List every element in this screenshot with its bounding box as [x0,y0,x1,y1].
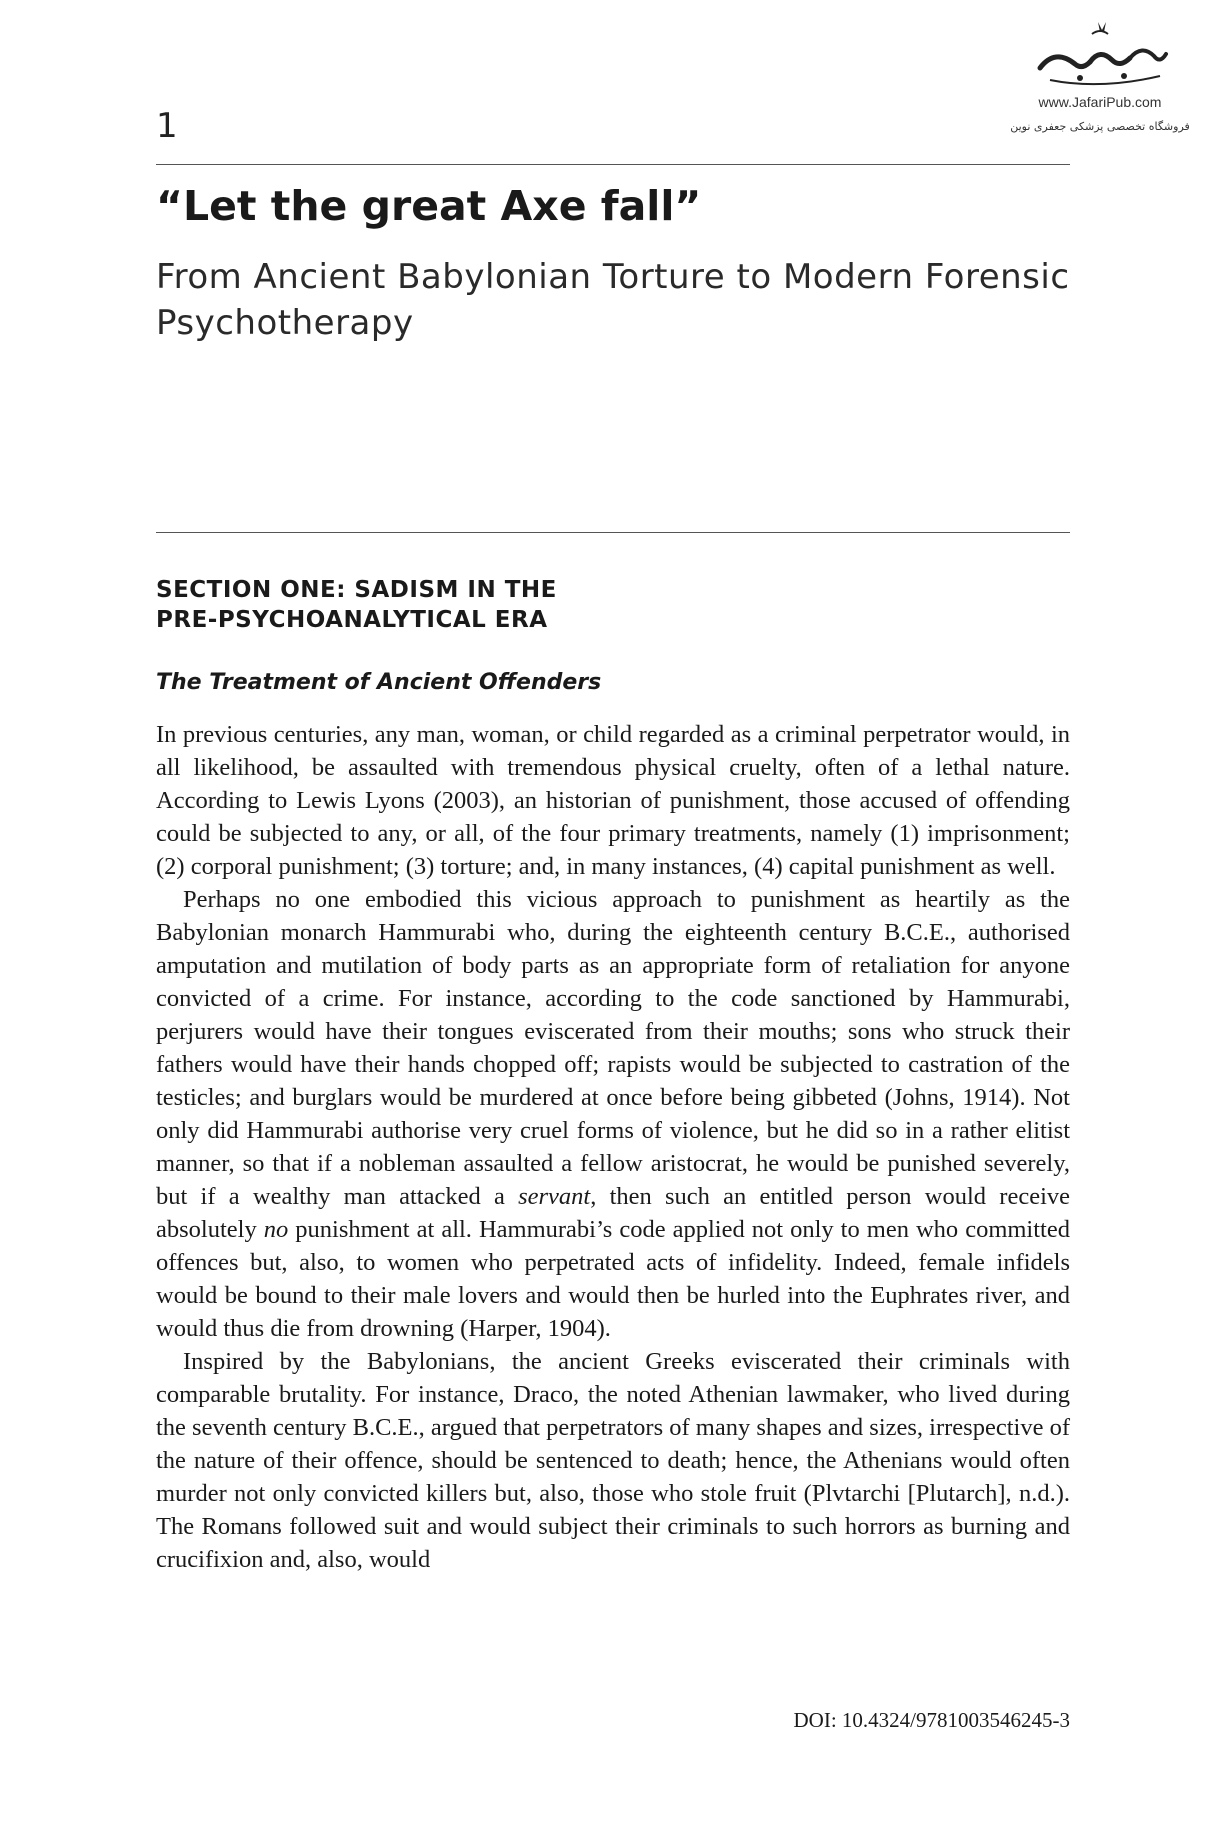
subsection-heading: The Treatment of Ancient Offenders [156,670,602,695]
paragraph-3: Inspired by the Babylonians, the ancient Greeks eviscerated their criminals with comparable brutality. For instance, Draco, the noted Athenian lawmaker, who lived during the seventh century B.C.E., argued that perpetrators of many shapes and sizes, irrespective of the nature of their offence, should be sentenced to death; hence, the Athenians would often murder not only convicted killers but, also, those who stole fruit (Plvtarchi [Plutarch], n.d.). The Romans followed suit and would subject their criminals to such horrors as burning and crucifixion and, also, would [156,1348,1070,1573]
paragraph-2 [156,883,1070,1345]
publisher-url: www.JafariPub.com [1038,94,1162,110]
section-heading-line-2: PRE-PSYCHOANALYTICAL ERA [156,607,548,633]
publisher-logo [1010,18,1190,143]
section-divider [156,532,1070,533]
body-text [156,718,1070,1576]
paragraph-2-part-b: , then such an entitled person would receive absolutely [156,1183,1070,1243]
paragraph-2-part-c: punishment at all. Hammurabi’s code applied not only to men who committed offences but, also, to women who perpetrated acts of infidelity. Indeed, female infidels would be bound to their male lovers and would then be hurled into the Euphrates river, and would thus die from drowning (Harper, 1904). [156,1216,1070,1342]
top-divider [156,164,1070,165]
calligraphic-logo-icon [1020,18,1180,92]
publisher-tagline: فروشگاه تخصصی پزشکی جعفری نوین [1010,120,1190,133]
emphasis-no: no [263,1216,289,1243]
paragraph-2-part-a: Perhaps no one embodied this vicious approach to punishment as heartily as the Babylonian monarch Hammurabi who, during the eighteenth century B.C.E., authorised amputation and mutilation of body parts as an appropriate form of retaliation for anyone convicted of a crime. For instance, according to the code sanctioned by Hammurabi, perjurers would have their tongues eviscerated from their mouths; sons who struck their fathers would have their hands chopped off; rapists would be subjected to castration of the testicles; and burglars would be murdered at once before being gibbeted (Johns, 1914). Not only did Hammurabi authorise very cruel forms of violence, but he did so in a rather elitist manner, so that if a nobleman assaulted a fellow aristocrat, he would be punished severely, but if a wealthy man attacked a [156,886,1070,1210]
section-heading [156,575,1070,635]
paragraph-1: In previous centuries, any man, woman, or child regarded as a criminal perpetrator would, in all likelihood, be assaulted with tremendous physical cruelty, often of a lethal nature. According to Lewis Lyons (2003), an historian of punishment, those accused of offending could be subjected to any, or all, of the four primary treatments, namely (1) imprisonment; (2) corporal punishment; (3) torture; and, in many instances, (4) capital punishment as well. [156,721,1070,880]
chapter-subtitle: From Ancient Babylonian Torture to Modern Forensic Psychotherapy [156,257,1070,343]
emphasis-servant: servant [518,1183,591,1210]
chapter-title: “Let the great Axe fall” [156,182,702,230]
doi-footer: DOI: 10.4324/9781003546245-3 [793,1708,1070,1732]
section-heading-line-1: SECTION ONE: SADISM IN THE [156,577,557,603]
chapter-number: 1 [156,106,178,146]
